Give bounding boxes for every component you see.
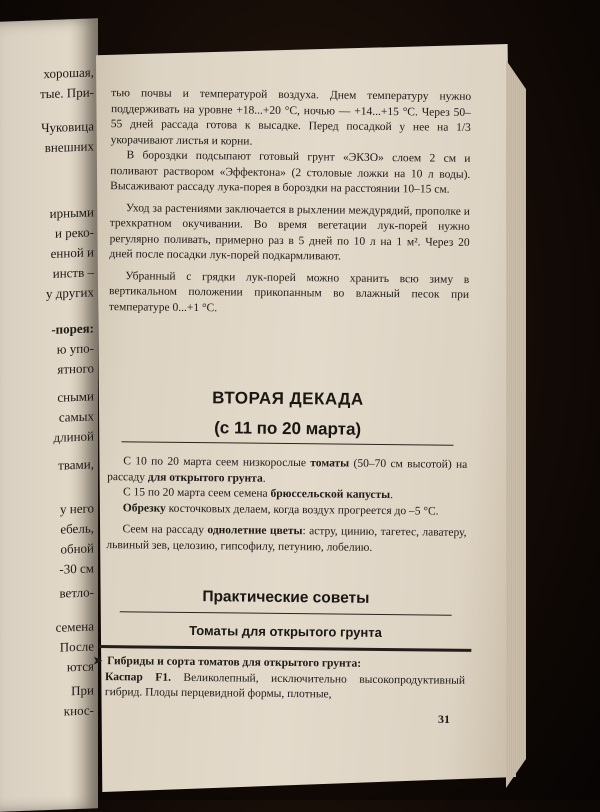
paragraph: В бороздки подсыпают готовый грунт «ЭКЗО» слоем 2 см и поливают раствором «Эффектона» (2 столовые ложки на 10 л воды). Высаживают рассаду лука-порея в бороздки на расстоянии 10–15 см. <box>110 149 471 196</box>
previous-page-line: ются <box>66 658 94 675</box>
page-content <box>93 86 472 704</box>
paragraph: Сеем на рассаду однолетние цветы: астру, цинию, тагетес, лаватеру, львиный зев, целозию, гипсофилу, петунию, лобелию. <box>106 523 467 554</box>
previous-page-line: внешних <box>44 138 94 156</box>
previous-page-line: ю упо- <box>56 340 94 357</box>
previous-page-line: твами, <box>58 456 94 473</box>
previous-page-line: хорошая, <box>43 64 94 82</box>
previous-page-line: ятного <box>57 360 94 377</box>
previous-page-line: кнос- <box>63 702 94 719</box>
previous-page-line: семена <box>55 618 94 635</box>
previous-page-line: длиной <box>53 428 94 445</box>
arrow-bullet-icon: ➤ <box>93 654 103 668</box>
paragraph: Уход за растениями заключается в рыхлении междурядий, прополке и трехкратном окучивании. Во время вегетации лук-порей нужно регулярно поливать, примерно раз в 5 дней по 10 л на 1 м². Через 20 дней после посадки лук-порей подкармливают. <box>109 201 470 263</box>
previous-page <box>0 18 98 811</box>
divider <box>120 611 452 615</box>
paragraph: тью почвы и температурой воздуха. Днем температуру нужно поддерживать на уровне +18...+20 °С, ночью — +14...+15 °С. Через 50–55 дней рассада готова к высадке. Перед посадкой у нее на 1/3 укорачивают листья и корни. <box>110 87 472 148</box>
previous-page-line: Чуковица <box>41 118 94 136</box>
previous-page-line: ебель, <box>60 520 94 537</box>
previous-page-text <box>0 18 98 719</box>
previous-page-line: -порея: <box>51 320 94 337</box>
previous-page-line: у других <box>46 284 94 302</box>
paragraph: Убранный с грядки лук-порей можно хранить всю зиму в вертикальном положении прикопанным во влажный песок при температуре 0...+1 °С. <box>108 269 470 314</box>
previous-page-line: сными <box>57 388 94 405</box>
list-heading: Гибриды и сорта томатов для открытого грунта: <box>107 655 362 670</box>
previous-page-line: ирными <box>49 204 94 221</box>
previous-page-line: После <box>59 638 94 655</box>
page-stack-edge <box>506 60 526 788</box>
previous-page-line: -30 см <box>59 560 94 577</box>
previous-page-line: самых <box>58 408 94 425</box>
paragraph: С 10 по 20 марта сеем низкорослые томаты (50–70 см высотой) на рассаду для открытого грунта. <box>107 455 468 485</box>
divider <box>121 441 453 445</box>
previous-page-line: обной <box>60 540 94 557</box>
paragraph: Обрезку косточковых делаем, когда воздух прогреется до –5 °С. <box>122 501 439 518</box>
page-number: 31 <box>438 712 450 726</box>
previous-page-line: и реко- <box>55 224 94 241</box>
previous-page-line: енной и <box>50 244 94 261</box>
section-dates: (с 11 по 20 марта) <box>214 418 362 439</box>
previous-page-line: ветло- <box>59 584 94 601</box>
paragraph: С 15 по 20 марта сеем семена брюссельской капусты. <box>122 486 394 502</box>
previous-page-line: инств – <box>52 264 94 281</box>
divider <box>99 645 471 652</box>
previous-page-line: у него <box>60 500 94 517</box>
section-title: ВТОРАЯ ДЕКАДА <box>212 388 364 409</box>
paragraph: Каспар F1. Великолепный, исключительно высокопродуктивный гибрид. Плоды перцевидной формы, плотные, <box>104 670 466 701</box>
advice-title: Практические советы <box>202 588 370 607</box>
previous-page-line: При <box>71 682 94 699</box>
previous-page-line: тые. При- <box>40 84 94 102</box>
advice-subtitle: Томаты для открытого грунта <box>189 622 382 640</box>
